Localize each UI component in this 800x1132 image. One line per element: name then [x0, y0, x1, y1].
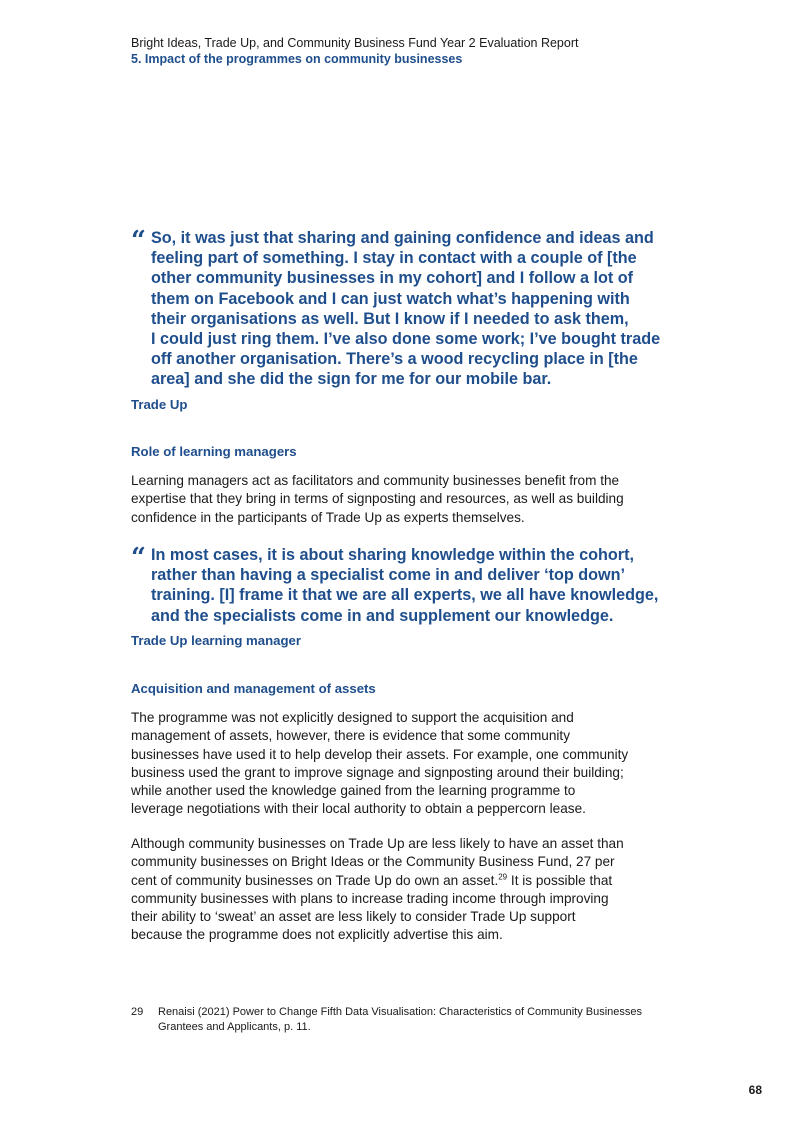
footnote: [131, 1005, 676, 1035]
paragraph-learning-managers: Learning managers act as facilitators and community businesses benefit from the expertise that they bring in terms of signposting and resources, as well as building confidence in the participants of Trade Up as experts themselves.: [131, 473, 624, 525]
footnote-reference[interactable]: 29: [498, 872, 508, 882]
quote-attribution: Trade Up: [131, 397, 188, 412]
paragraph-assets-1: The programme was not explicitly designed to support the acquisition and management of assets, however, there is evidence that some community businesses have used it to help develop their assets. For example, one community business used the grant to improve signage and signposting around their building; while another used the knowledge gained from the learning programme to leverage negotiations with their local authority to obtain a peppercorn lease.: [131, 710, 629, 817]
quote-text: So, it was just that sharing and gaining confidence and ideas and feeling part of something. I stay in contact with a couple of [the other community businesses in my cohort] and I follow a lot of them on Facebook and I can just watch what’s happening with their organisations as well. But I know if I needed to ask them, I could just ring them. I’ve also done some work; I’ve bought trade off another organisation. There’s a wood recycling place in [the area] and she did the sign for me for our mobile bar.: [151, 229, 661, 389]
quote-attribution: Trade Up learning manager: [131, 633, 302, 648]
chapter-title: 5. Impact of the programmes on community businesses: [131, 52, 463, 66]
paragraph-text: It is possible that community businesses with plans to increase trading income through improving their ability to ‘sweat’ an asset are less likely to consider Trade Up support because the programme does not explicitly advertise this aim.: [131, 872, 613, 943]
running-header: [131, 35, 578, 67]
footnote-number: 29: [131, 1006, 144, 1018]
quote-mark-icon: “: [131, 226, 146, 256]
section-heading-learning-managers: Role of learning managers: [131, 444, 297, 459]
paragraph-assets-2: [131, 835, 676, 945]
pull-quote-2: [131, 545, 676, 626]
pull-quote-1: [131, 228, 676, 390]
page-number: 68: [748, 1083, 762, 1097]
section-heading-assets: Acquisition and management of assets: [131, 681, 376, 696]
paragraph-text: Although community businesses on Trade Up are less likely to have an asset than community businesses on Bright Ideas or the Community Business Fund, 27 per cent of community businesses on Trade Up do own an asset.: [131, 836, 624, 888]
quote-mark-icon: “: [131, 543, 146, 573]
footnote-text: Renaisi (2021) Power to Change Fifth Data Visualisation: Characteristics of Community Businesses Grantees and Applicants, p. 11.: [158, 1006, 643, 1033]
report-title: Bright Ideas, Trade Up, and Community Business Fund Year 2 Evaluation Report: [131, 36, 579, 50]
quote-text: In most cases, it is about sharing knowledge within the cohort, rather than having a specialist come in and deliver ‘top down’ training. [I] frame it that we are all experts, we all have knowledge, and the specialists come in and supplement our knowledge.: [151, 546, 659, 625]
